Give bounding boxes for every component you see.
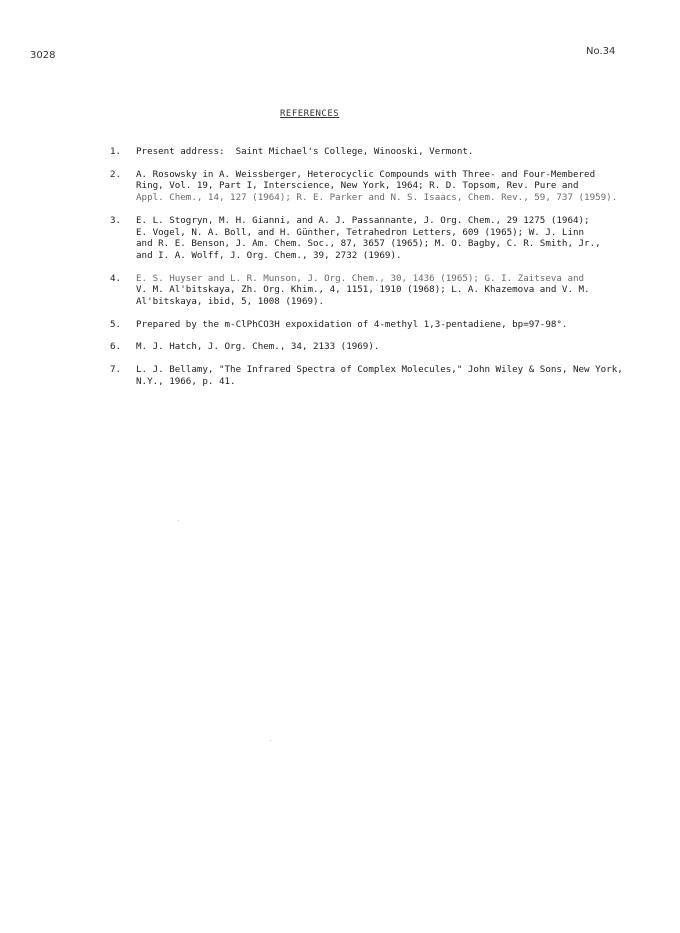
reference-line: N.Y., 1966, p. 41. — [136, 375, 236, 387]
reference-line: E. S. Huyser and L. R. Munson, J. Org. Chem., 30, 1436 (1965); G. I. Zaitseva and — [136, 272, 585, 284]
reference-line: Prepared by the m-ClPhCO3H expoxidation of 4-methyl 1,3-pentadiene, bp=97-98°. — [136, 318, 568, 330]
reference-line: E. Vogel, N. A. Boll, and H. Günther, Tetrahedron Letters, 609 (1965); W. J. Linn — [136, 226, 585, 238]
reference-text — [136, 169, 670, 204]
paper-speck — [178, 520, 179, 521]
reference-item — [110, 169, 670, 204]
reference-number: 5. — [110, 318, 122, 330]
reference-line: and R. E. Benson, J. Am. Chem. Soc., 87, 3657 (1965); M. O. Bagby, C. R. Smith, Jr., — [136, 238, 601, 250]
reference-line: L. J. Bellamy, "The Infrared Spectra of Complex Molecules," John Wiley & Sons, New York, — [136, 364, 623, 376]
reference-line: E. L. Stogryn, M. H. Gianni, and A. J. Passannante, J. Org. Chem., 29 1275 (1964); — [136, 214, 590, 226]
reference-item — [110, 273, 670, 308]
reference-line: Al'bitskaya, ibid, 5, 1008 (1969). — [136, 296, 325, 308]
reference-item — [110, 215, 670, 262]
reference-text — [136, 146, 670, 158]
reference-item — [110, 364, 670, 387]
reference-text — [136, 319, 670, 331]
reference-line: A. Rosowsky in A. Weissberger, Heterocyclic Compounds with Three- and Four-Membered — [136, 168, 596, 180]
reference-text — [136, 215, 670, 262]
issue-number: No.34 — [586, 46, 616, 57]
reference-line: M. J. Hatch, J. Org. Chem., 34, 2133 (1969). — [136, 341, 380, 353]
reference-text — [136, 273, 670, 308]
reference-item — [110, 146, 670, 158]
page-number: 3028 — [30, 50, 56, 61]
reference-line: and I. A. Wolff, J. Org. Chem., 39, 2732 (1969). — [136, 249, 402, 261]
reference-text — [136, 364, 670, 387]
reference-line: V. M. Al'bitskaya, Zh. Org. Khim., 4, 1151, 1910 (1968); L. A. Khazemova and V. M. — [136, 284, 590, 296]
paper-speck — [270, 740, 271, 741]
reference-item — [110, 341, 670, 353]
reference-number: 1. — [110, 146, 122, 157]
reference-number: 2. — [110, 168, 122, 180]
references-heading: REFERENCES — [280, 109, 340, 119]
references-list — [110, 146, 670, 399]
reference-item — [110, 319, 670, 331]
reference-line: Ring, Vol. 19, Part I, Interscience, New York, 1964; R. D. Topsom, Rev. Pure and — [136, 180, 579, 192]
reference-number: 7. — [110, 364, 122, 376]
reference-text — [136, 341, 670, 353]
reference-number: 3. — [110, 214, 122, 226]
reference-number: 6. — [110, 341, 122, 353]
reference-line: Present address: Saint Michael's College, Winooski, Vermont. — [136, 146, 474, 157]
reference-line: Appl. Chem., 14, 127 (1964); R. E. Parker and N. S. Isaacs, Chem. Rev., 59, 737 (1959). — [136, 192, 618, 204]
reference-number: 4. — [110, 272, 122, 284]
